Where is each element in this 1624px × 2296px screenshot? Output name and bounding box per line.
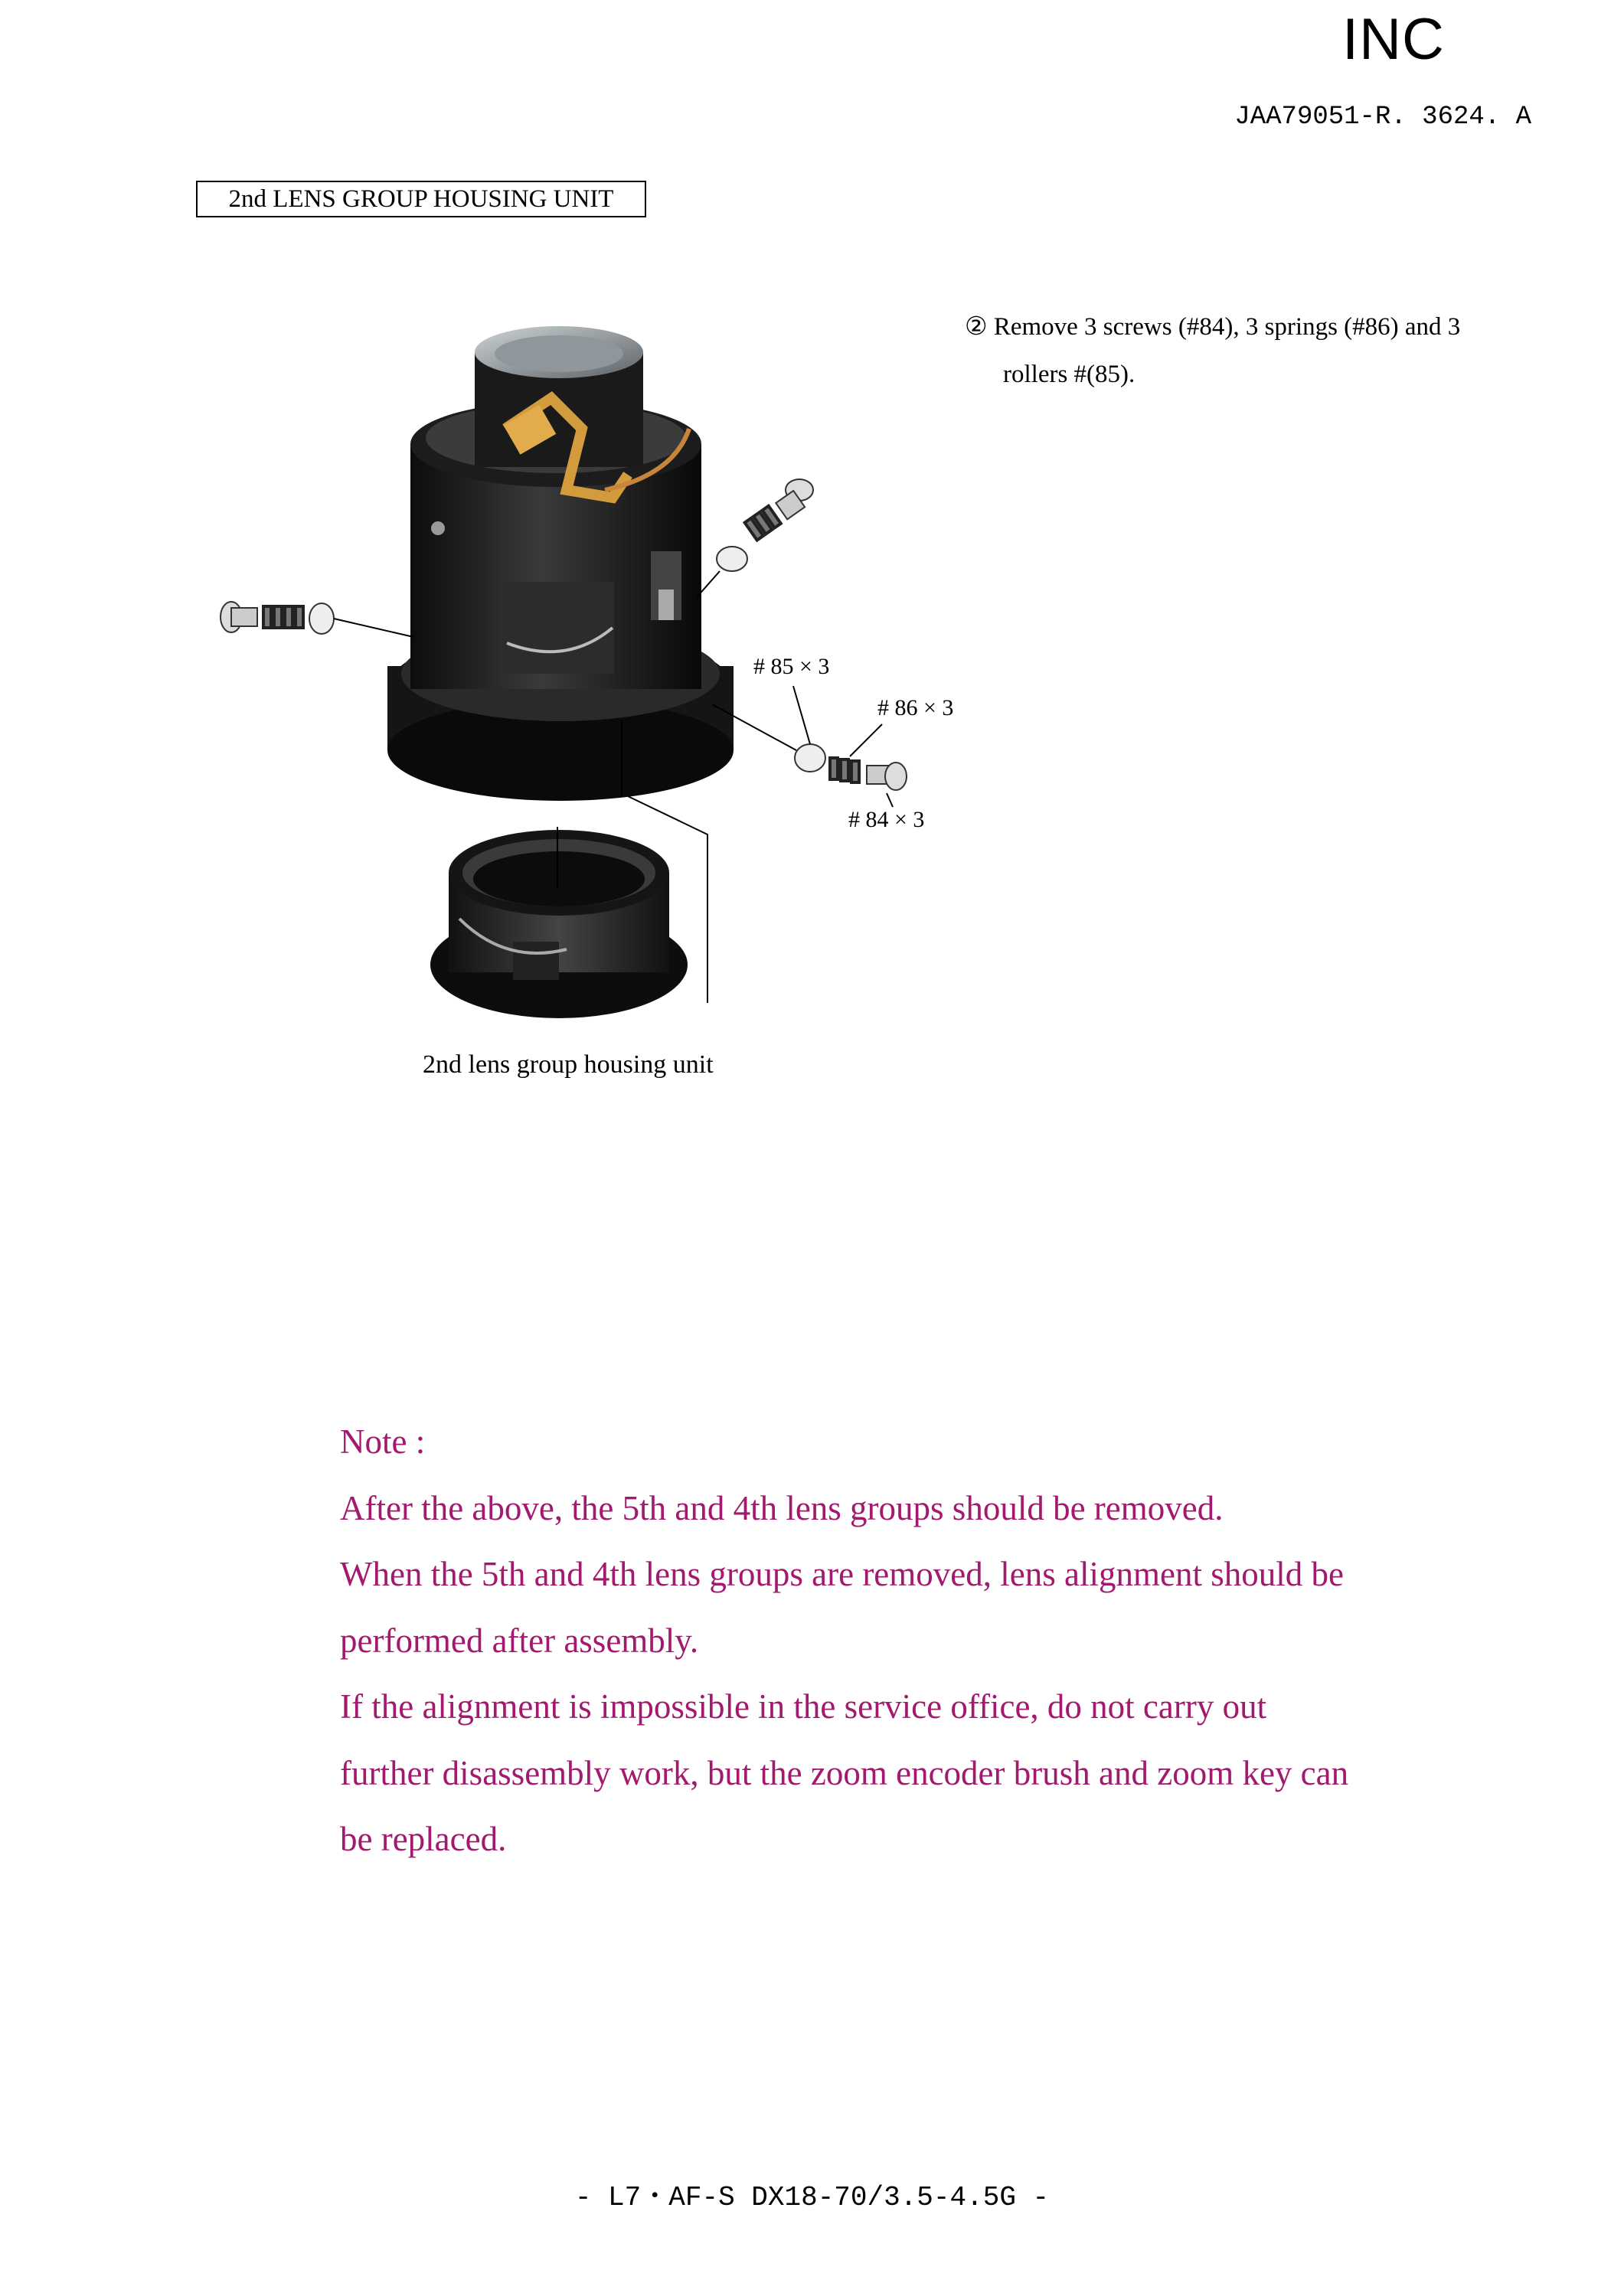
upper-right-screw-set <box>697 479 813 597</box>
note-line: When the 5th and 4th lens groups are removed, lens alignment should be <box>340 1555 1344 1593</box>
step-line-2: rollers #(85). <box>1003 361 1135 388</box>
exploded-view-illustration <box>0 0 1624 1110</box>
note-line: performed after assembly. <box>340 1621 699 1660</box>
callout-84: # 84 × 3 <box>848 807 925 832</box>
callout-86: # 86 × 3 <box>877 695 954 720</box>
page-footer: - L7・AF-S DX18-70/3.5-4.5G - <box>574 2182 1050 2213</box>
left-screw-set <box>221 602 413 637</box>
callout-85: # 85 × 3 <box>753 654 830 679</box>
document-code: JAA79051-R. 3624. A <box>1234 103 1531 132</box>
figure-caption: 2nd lens group housing unit <box>423 1050 714 1079</box>
note-line: further disassembly work, but the zoom encoder brush and zoom key can <box>340 1753 1349 1792</box>
section-title: 2nd LENS GROUP HOUSING UNIT <box>196 181 646 217</box>
note-block <box>340 1409 1534 1873</box>
note-line: be replaced. <box>340 1820 507 1858</box>
step-line-1: ② Remove 3 screws (#84), 3 springs (#86) and 3 <box>965 313 1461 341</box>
barrel-assembly <box>387 326 734 801</box>
company-header: INC <box>1342 7 1445 72</box>
note-line: After the above, the 5th and 4th lens groups should be removed. <box>340 1488 1224 1527</box>
note-line: If the alignment is impossible in the service office, do not carry out <box>340 1687 1267 1726</box>
note-heading: Note : <box>340 1422 426 1461</box>
